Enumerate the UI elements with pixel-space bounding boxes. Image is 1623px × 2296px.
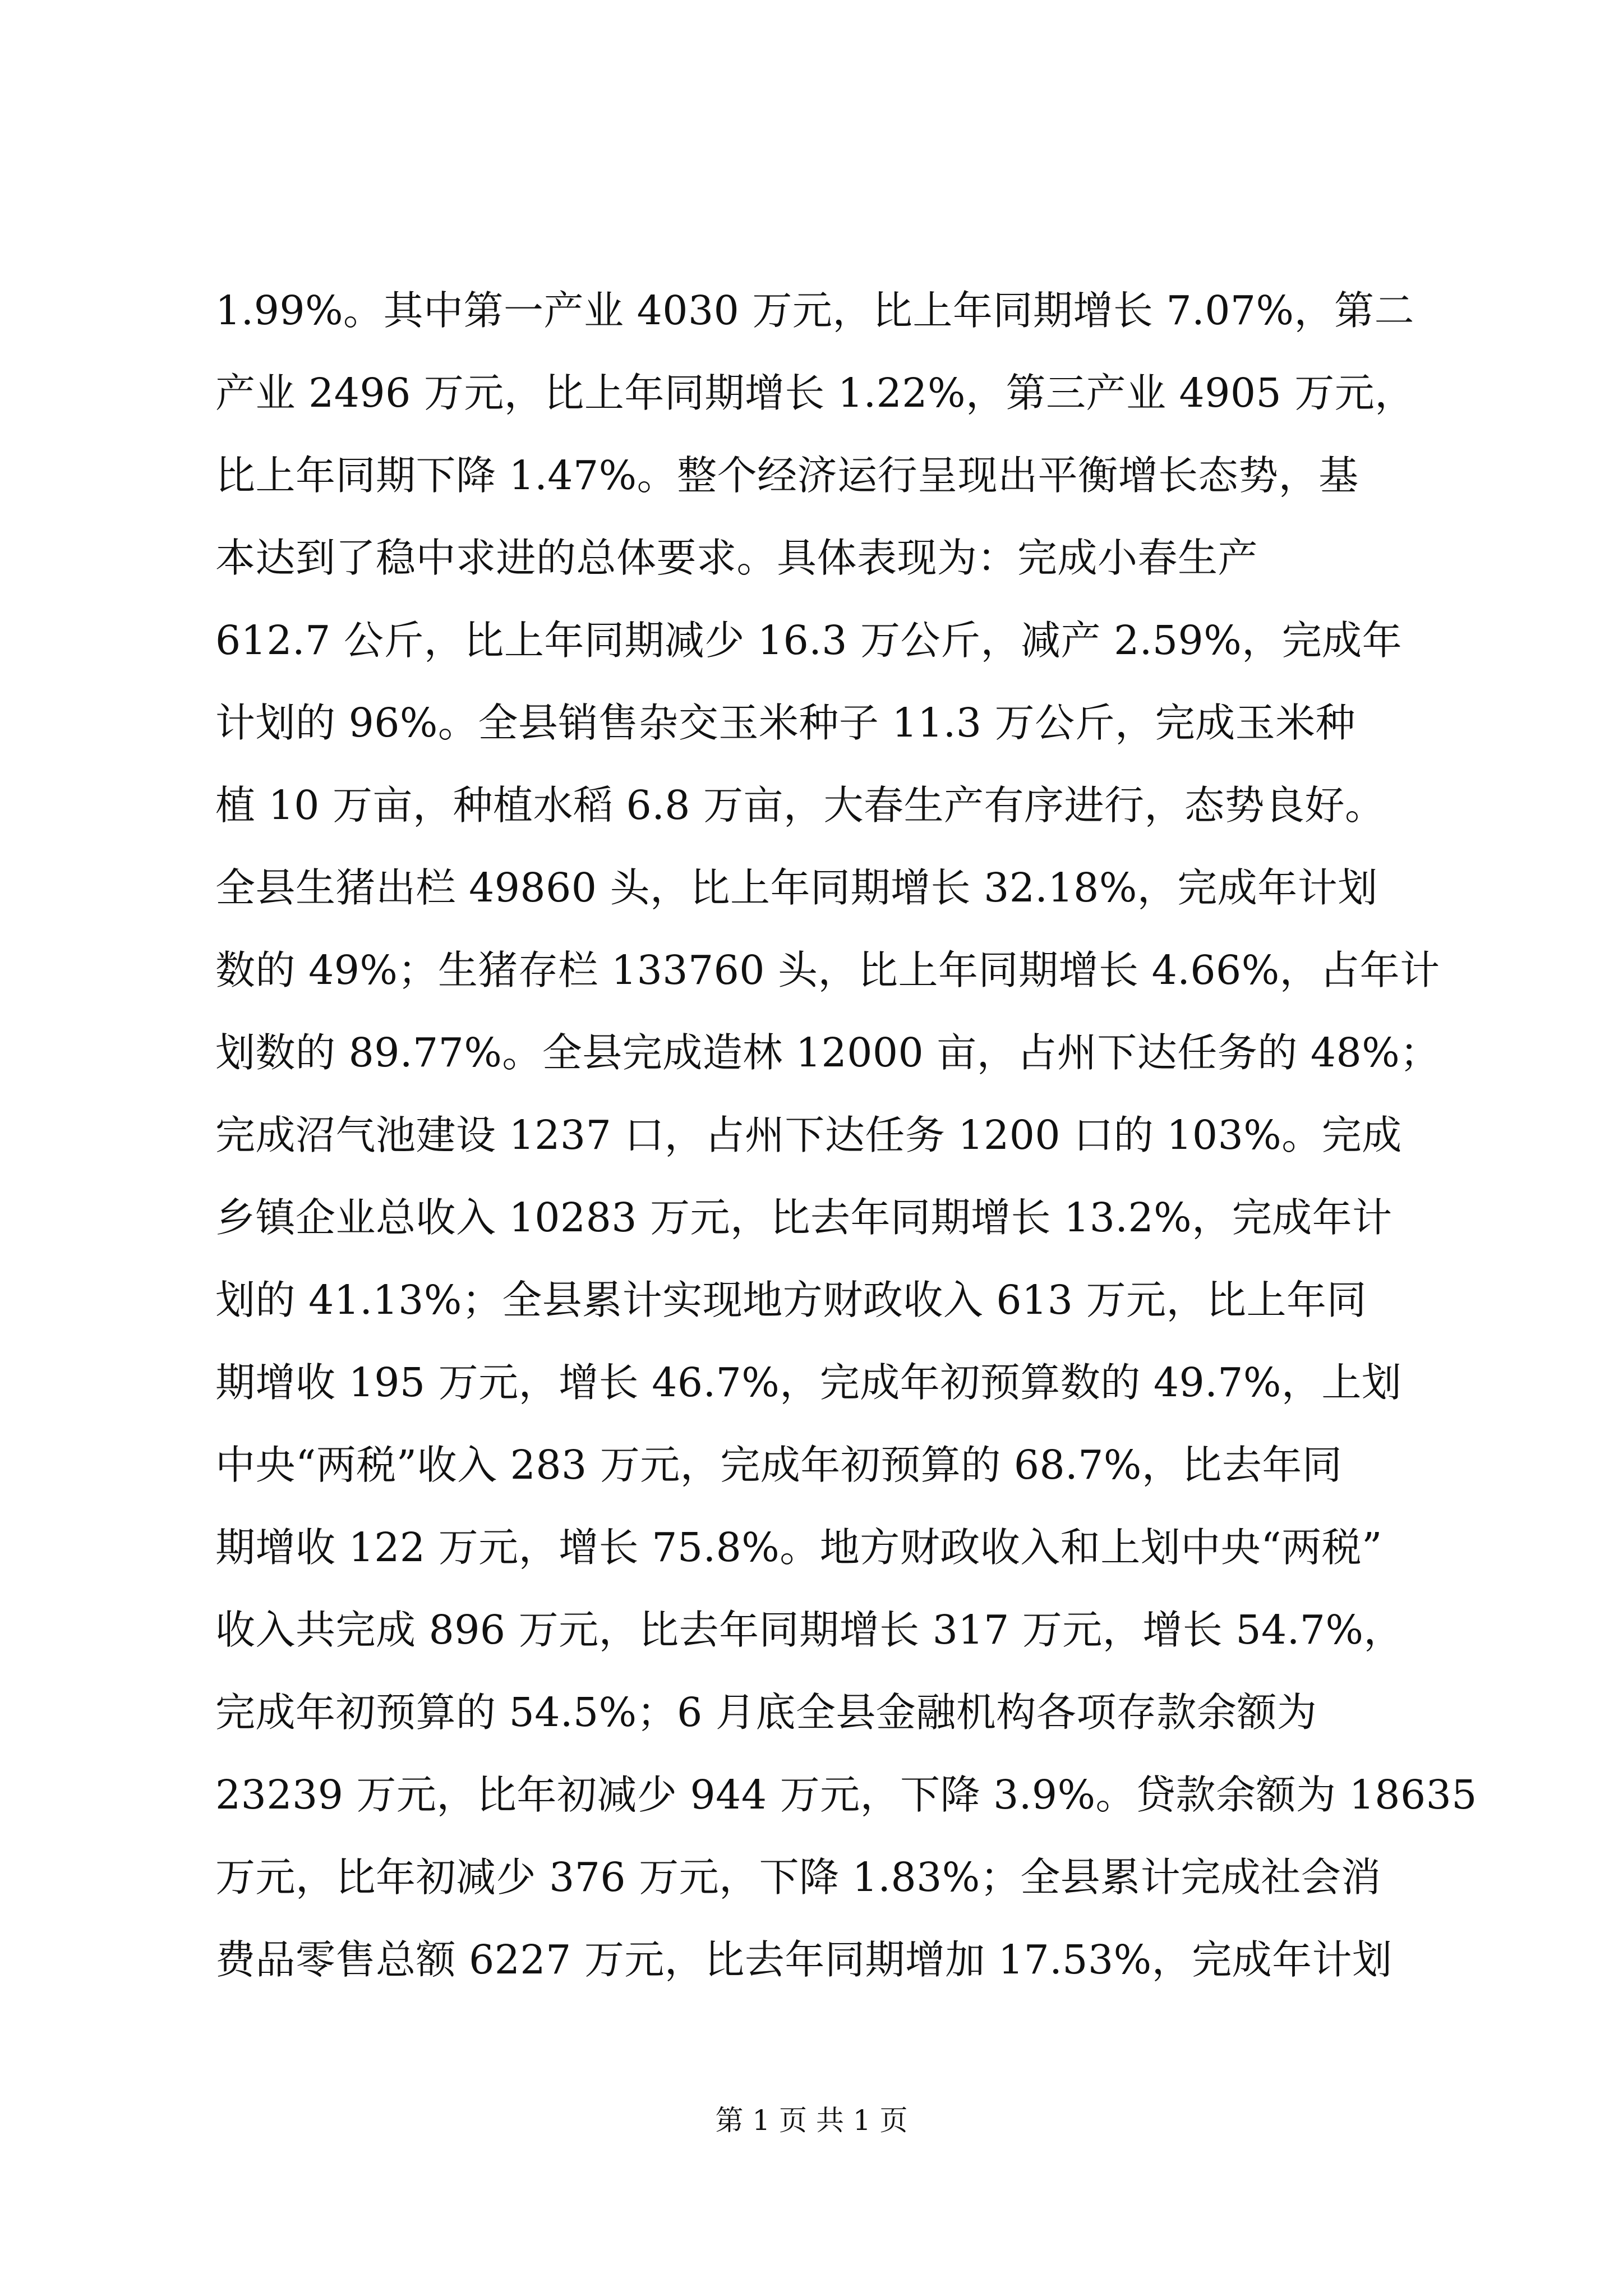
text-line: 乡镇企业总收入 10283 万元，比去年同期增长 13.2%，完成年计	[215, 1194, 1393, 1241]
text-line: 费品零售总额 6227 万元，比去年同期增加 17.53%，完成年计划	[215, 1936, 1393, 1983]
text-line: 23239 万元，比年初减少 944 万元，下降 3.9%。贷款余额为 18635	[215, 1772, 1477, 1818]
text-line: 完成沼气池建设 1237 口，占州下达任务 1200 口的 103%。完成	[215, 1112, 1402, 1158]
page-number-label: 第 1 页 共 1 页	[715, 2104, 908, 2137]
text-line: 本达到了稳中求进的总体要求。具体表现为：完成小春生产	[215, 535, 1258, 581]
text-line: 植 10 万亩，种植水稻 6.8 万亩，大春生产有序进行，态势良好。	[215, 782, 1385, 829]
text-line: 比上年同期下降 1.47%。整个经济运行呈现出平衡增长态势，基	[215, 452, 1359, 499]
text-line: 计划的 96%。全县销售杂交玉米种子 11.3 万公斤，完成玉米种	[215, 700, 1356, 746]
text-line: 完成年初预算的 54.5%；6 月底全县金融机构各项存款余额为	[215, 1689, 1317, 1736]
text-line: 1.99%。其中第一产业 4030 万元，比上年同期增长 7.07%，第二	[215, 287, 1414, 334]
text-line: 期增收 122 万元，增长 75.8%。地方财政收入和上划中央“两税”	[215, 1524, 1382, 1571]
text-line: 划数的 89.77%。全县完成造林 12000 亩，占州下达任务的 48%；	[215, 1029, 1440, 1076]
text-line: 数的 49%；生猪存栏 133760 头，比上年同期增长 4.66%，占年计	[215, 947, 1440, 993]
text-line: 收入共完成 896 万元，比去年同期增长 317 万元，增长 54.7%，	[215, 1607, 1404, 1653]
text-line: 中央“两税”收入 283 万元，完成年初预算的 68.7%，比去年同	[215, 1442, 1343, 1488]
text-line: 划的 41.13%；全县累计实现地方财政收入 613 万元，比上年同	[215, 1277, 1367, 1323]
text-line: 612.7 公斤，比上年同期减少 16.3 万公斤，减产 2.59%，完成年	[215, 617, 1403, 664]
text-line: 产业 2496 万元，比上年同期增长 1.22%，第三产业 4905 万元，	[215, 370, 1415, 416]
body-paragraph	[215, 269, 1477, 2001]
text-line: 万元，比年初减少 376 万元，下降 1.83%；全县累计完成社会消	[215, 1854, 1381, 1901]
page-footer	[0, 2101, 1623, 2140]
text-line: 全县生猪出栏 49860 头，比上年同期增长 32.18%，完成年计划	[215, 864, 1378, 911]
text-line: 期增收 195 万元，增长 46.7%，完成年初预算数的 49.7%，上划	[215, 1359, 1402, 1406]
